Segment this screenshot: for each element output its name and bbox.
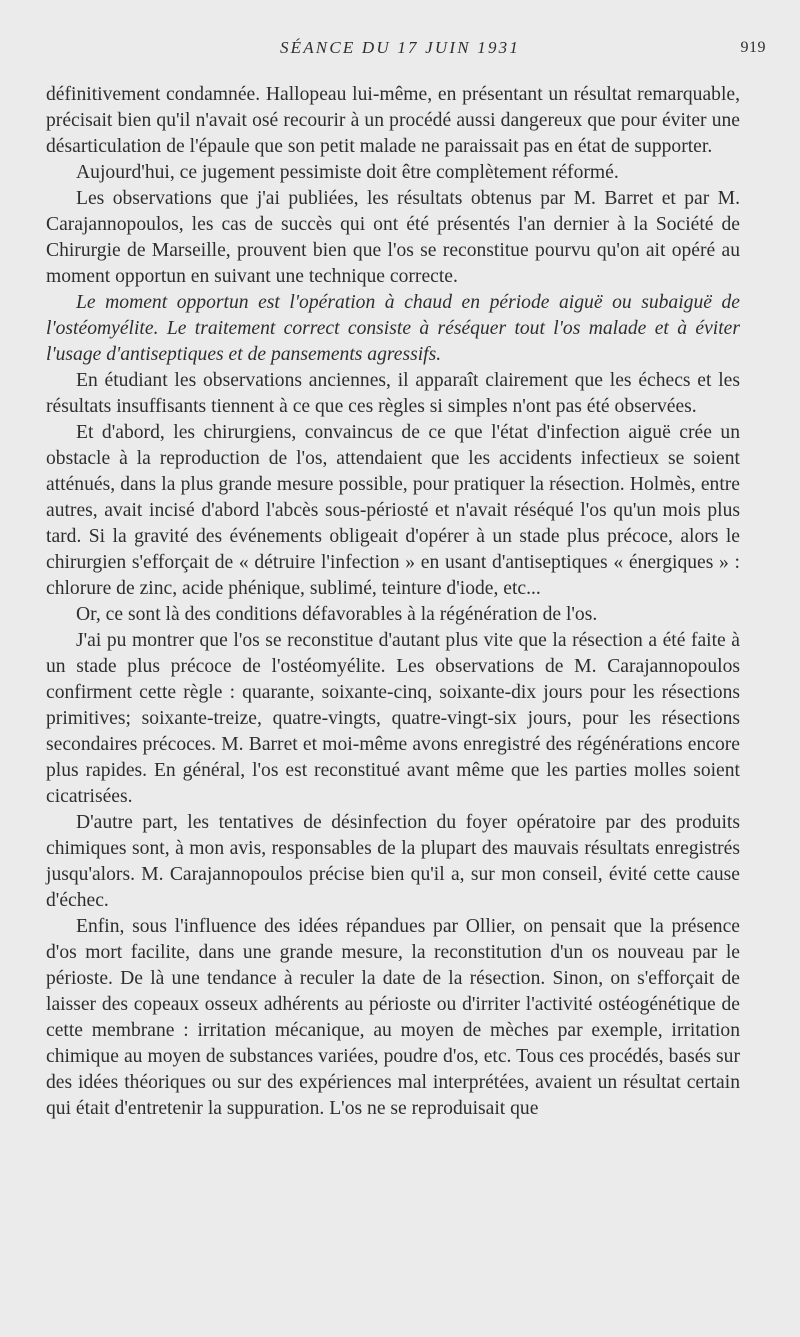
page-header — [0, 34, 800, 64]
paragraph: Et d'abord, les chirurgiens, convaincus de ce que l'état d'infection aiguë crée un obstacle à la reproduction de l'os, attendaient que les accidents infectieux se soient atténués, dans la plus grande mesure possible, pour pratiquer la résection. Holmès, entre autres, avait incisé d'abord l'abcès sous-périosté et n'avait réséqué l'os qu'un mois plus tard. Si la gravité des événements obligeait d'opérer à un stade plus précoce, alors le chirurgien s'efforçait de « détruire l'infection » en usant d'antiseptiques « énergiques » : chlorure de zinc, acide phénique, sublimé, teinture d'iode, etc... — [46, 422, 740, 599]
running-title: SÉANCE DU 17 JUIN 1931 — [279, 38, 521, 57]
paragraph: J'ai pu montrer que l'os se reconstitue d'autant plus vite que la résection a été faite à un stade plus précoce de l'ostéomyélite. Les observations de M. Carajannopoulos confirment cette règle : quarante, soixante-cinq, soixante-dix jours pour les résections primitives; soixante-treize, quatre-vingts, quatre-vingt-six jours, pour les résections secondaires précoces. M. Barret et moi-même avons enregistré des régénérations encore plus rapides. En général, l'os est reconstitué avant même que les parties molles soient cicatrisées. — [46, 630, 740, 807]
paragraph: Or, ce sont là des conditions défavorables à la régénération de l'os. — [76, 604, 598, 625]
paragraph-continued: définitivement condamnée. Hallopeau lui-même, en présentant un résultat remarquable, précisait bien qu'il n'avait osé recourir à un procédé aussi dangereux que pour éviter une désarticulation de l'épaule que son petit malade ne paraissait pas en état de supporter. — [46, 84, 740, 157]
paragraph: Les observations que j'ai publiées, les résultats obtenus par M. Barret et par M. Carajannopoulos, les cas de succès qui ont été présentés l'an dernier à la Société de Chirurgie de Marseille, prouvent bien que l'os se reconstitue pourvu qu'on ait opéré au moment opportun en suivant une technique correcte. — [46, 188, 740, 287]
paragraph: D'autre part, les tentatives de désinfection du foyer opératoire par des produits chimiques sont, à mon avis, responsables de la plupart des mauvais résultats enregistrés jusqu'alors. M. Carajannopoulos précise bien qu'il a, sur mon conseil, évité cette cause d'échec. — [46, 812, 740, 911]
body-text — [46, 82, 740, 1122]
page-number: 919 — [740, 39, 766, 56]
paragraph-emphasis: Le moment opportun est l'opération à chaud en période aiguë ou subaiguë de l'ostéomyélite. Le traitement correct consiste à réséquer tout l'os malade et à éviter l'usage d'antiseptiques et de pansements agressifs. — [46, 292, 740, 365]
paragraph: En étudiant les observations anciennes, il apparaît clairement que les échecs et les résultats insuffisants tiennent à ce que ces règles si simples n'ont pas été observées. — [46, 370, 740, 417]
paragraph: Enfin, sous l'influence des idées répandues par Ollier, on pensait que la présence d'os mort facilite, dans une grande mesure, la reconstitution d'un os nouveau par le périoste. De là une tendance à reculer la date de la résection. Sinon, on s'efforçait de laisser des copeaux osseux adhérents au périoste ou d'irriter l'activité ostéogénétique de cette membrane : irritation mécanique, au moyen de mèches par exemple, irritation chimique au moyen de substances variées, poudre d'os, etc. Tous ces procédés, basés sur des idées théoriques ou sur des expériences mal interprétées, avaient un résultat certain qui était d'entretenir la suppuration. L'os ne se reproduisait que — [46, 916, 740, 1119]
paragraph: Aujourd'hui, ce jugement pessimiste doit être complètement réformé. — [76, 162, 619, 183]
